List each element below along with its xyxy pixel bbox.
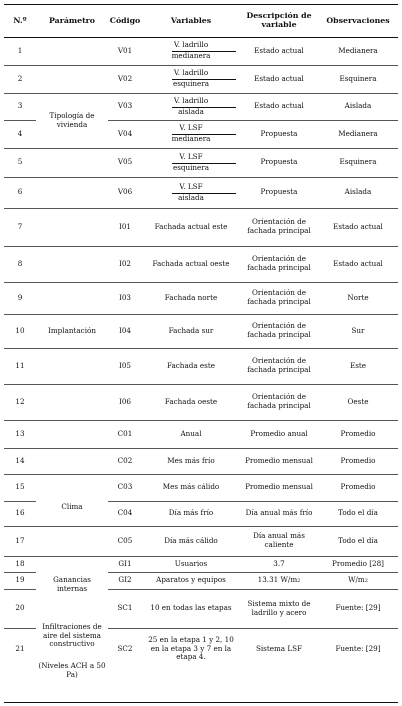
row-variable: Fachada sur xyxy=(168,325,214,335)
row-observation: Estado actual xyxy=(333,221,383,231)
row-variable: Fachada norte xyxy=(164,292,218,302)
group-niveles: (Niveles ACH a 50 Pa) xyxy=(36,660,108,682)
row-code: GI2 xyxy=(118,575,132,585)
row-description: Estado actual xyxy=(254,73,304,83)
row-variable: Día más frío xyxy=(168,508,214,518)
group-implantacion: Implantación xyxy=(36,318,108,344)
row-number: 1 xyxy=(17,45,23,55)
row-divider xyxy=(4,314,398,315)
row-description: Propuesta xyxy=(260,187,298,197)
row-description: Orientación de fachada principal xyxy=(247,392,311,410)
variable-line-top: V. LSF xyxy=(179,181,203,191)
row-observation: Sur xyxy=(351,325,365,335)
row-code: SC2 xyxy=(117,643,133,653)
row-description: Estado actual xyxy=(254,101,304,111)
row-description: Promedio mensual xyxy=(245,482,313,492)
row-number: 10 xyxy=(15,325,25,335)
row-variable: Fachada actual este xyxy=(154,221,228,231)
row-code: V06 xyxy=(117,187,133,197)
row-divider xyxy=(4,556,398,557)
row-observation: Promedio xyxy=(340,455,376,465)
row-observation: Promedio xyxy=(340,482,376,492)
row-divider xyxy=(4,384,398,385)
table-bottom-rule xyxy=(4,702,398,703)
row-number: 18 xyxy=(15,558,25,568)
row-divider xyxy=(4,148,398,149)
row-divider xyxy=(4,448,398,449)
row-divider xyxy=(4,282,398,283)
row-variable: Aparatos y equipos xyxy=(156,575,226,585)
row-observation: Norte xyxy=(347,292,369,302)
row-code: V05 xyxy=(117,157,133,167)
variable-line-top: V. LSF xyxy=(179,151,203,161)
row-variable: Fachada oeste xyxy=(164,396,218,406)
row-variable: Mes más cálido xyxy=(162,482,220,492)
row-code: GI1 xyxy=(118,558,132,568)
row-divider xyxy=(4,526,398,527)
row-number: 19 xyxy=(15,575,25,585)
row-number: 9 xyxy=(17,292,23,302)
row-observation: Promedio xyxy=(340,428,376,438)
row-code: V04 xyxy=(117,128,133,138)
header-param: Parámetro xyxy=(49,15,95,25)
row-description: Promedio anual xyxy=(250,428,308,438)
row-code: C01 xyxy=(117,428,133,438)
row-divider xyxy=(4,420,398,421)
row-description: 3.7 xyxy=(273,558,285,568)
variable-divider xyxy=(172,163,236,164)
row-number: 12 xyxy=(15,396,25,406)
row-number: 16 xyxy=(15,508,25,518)
row-number: 13 xyxy=(15,428,25,438)
row-description: Orientación de fachada principal xyxy=(247,321,311,339)
variable-line-top: V. ladrillo xyxy=(173,40,209,50)
row-description: Orientación de fachada principal xyxy=(247,288,311,306)
row-code: V03 xyxy=(117,101,133,111)
variable-line-bottom: esquinera xyxy=(172,79,210,88)
variable-divider xyxy=(172,193,236,194)
row-number: 17 xyxy=(15,535,25,545)
table-top-rule xyxy=(4,4,398,5)
row-variable: Fachada actual oeste xyxy=(152,258,230,268)
row-observation: Aislada xyxy=(344,101,372,111)
row-code: C05 xyxy=(117,535,133,545)
row-description: Promedio mensual xyxy=(245,455,313,465)
row-number: 5 xyxy=(17,157,23,167)
row-variable: 25 en la etapa 1 y 2, 10 en la etapa 3 y 7 en la etapa 4. xyxy=(148,635,234,662)
row-variable: Usuarios xyxy=(174,558,208,568)
group-ganancias: Ganancias internas xyxy=(36,570,108,600)
row-code: SC1 xyxy=(117,603,133,613)
row-divider xyxy=(4,65,398,66)
variable-line-bottom: esquinera xyxy=(172,162,210,172)
variable-line-top: V. ladrillo xyxy=(173,68,209,78)
row-description: Día anual más caliente xyxy=(253,531,305,549)
row-observation: Todo el día xyxy=(338,508,378,518)
variable-divider xyxy=(172,107,236,108)
row-code: I01 xyxy=(119,221,131,231)
row-number: 4 xyxy=(17,128,23,138)
row-number: 3 xyxy=(17,101,23,111)
variable-line-top: V. ladrillo xyxy=(173,95,209,105)
row-number: 2 xyxy=(17,73,23,83)
variable-line-bottom: aislada xyxy=(178,106,204,116)
row-number: 15 xyxy=(15,482,25,492)
group-clima: Clima xyxy=(36,494,108,520)
row-code: C02 xyxy=(117,455,133,465)
row-observation: W/m 2 xyxy=(348,575,368,585)
row-observation: Fuente: [29] xyxy=(335,603,381,613)
row-code: C04 xyxy=(117,508,133,518)
row-description: 13.31 W/m 2 xyxy=(257,575,301,585)
variable-line-top: V. LSF xyxy=(179,123,203,133)
row-variable: Día más cálido xyxy=(164,535,218,545)
row-description: Orientación de fachada principal xyxy=(247,356,311,374)
row-divider xyxy=(4,208,398,209)
row-code: I02 xyxy=(119,258,131,268)
row-code: I05 xyxy=(119,360,131,370)
row-divider xyxy=(4,474,398,475)
row-variable: Anual xyxy=(180,428,202,438)
header-vars: Variables xyxy=(170,15,212,25)
row-observation: Medianera xyxy=(338,45,378,55)
group-infiltraciones: Infiltraciones de aire del sistema constructivo xyxy=(36,614,108,658)
row-number: 14 xyxy=(15,455,25,465)
variable-divider xyxy=(172,134,236,135)
row-number: 7 xyxy=(17,221,23,231)
variable-line-bottom: medianera xyxy=(171,51,211,60)
row-observation: Promedio [28] xyxy=(332,558,384,568)
header-num: N.º xyxy=(13,15,27,25)
header-obs: Observaciones xyxy=(326,15,390,25)
row-observation: Aislada xyxy=(344,187,372,197)
row-description: Propuesta xyxy=(260,128,298,138)
row-observation: Medianera xyxy=(338,128,378,138)
row-observation: Fuente: [29] xyxy=(335,643,381,653)
row-description: Sistema mixto de ladrillo y acero xyxy=(247,598,311,617)
row-observation: Esquinera xyxy=(339,73,377,83)
row-variable: 10 en todas las etapas xyxy=(150,603,232,613)
row-code: V02 xyxy=(117,73,133,83)
row-number: 8 xyxy=(17,258,23,268)
row-description: Orientación de fachada principal xyxy=(247,254,311,272)
variable-line-bottom: medianera xyxy=(171,134,211,143)
row-variable: Fachada este xyxy=(167,360,215,370)
row-description: Propuesta xyxy=(260,157,298,167)
row-code: C03 xyxy=(117,482,133,492)
row-observation: Este xyxy=(349,360,367,370)
row-observation: Oeste xyxy=(347,396,369,406)
row-divider xyxy=(4,177,398,178)
row-number: 20 xyxy=(15,603,25,613)
variable-line-bottom: aislada xyxy=(178,192,204,202)
row-description: Día anual más frío xyxy=(245,508,313,518)
row-divider xyxy=(4,93,398,94)
row-divider xyxy=(4,246,398,247)
variable-divider xyxy=(172,51,236,52)
row-observation: Estado actual xyxy=(333,258,383,268)
row-code: I06 xyxy=(119,396,131,406)
group-tipologia: Tipología de vivienda xyxy=(36,100,108,142)
row-description: Estado actual xyxy=(254,45,304,55)
row-code: V01 xyxy=(117,45,133,55)
row-number: 21 xyxy=(15,643,25,653)
row-number: 6 xyxy=(17,187,23,197)
row-code: I03 xyxy=(119,292,131,302)
row-description: Sistema LSF xyxy=(255,643,303,653)
header-code: Código xyxy=(109,15,141,25)
row-code: I04 xyxy=(119,325,131,335)
row-variable: Mes más frío xyxy=(167,455,215,465)
row-description: Orientación de fachada principal xyxy=(247,217,311,235)
row-number: 11 xyxy=(15,360,25,370)
row-divider xyxy=(4,348,398,349)
row-observation: Todo el día xyxy=(338,535,378,545)
header-desc: Descripción de variable xyxy=(246,11,312,29)
variable-divider xyxy=(172,79,236,80)
row-observation: Esquinera xyxy=(339,157,377,167)
